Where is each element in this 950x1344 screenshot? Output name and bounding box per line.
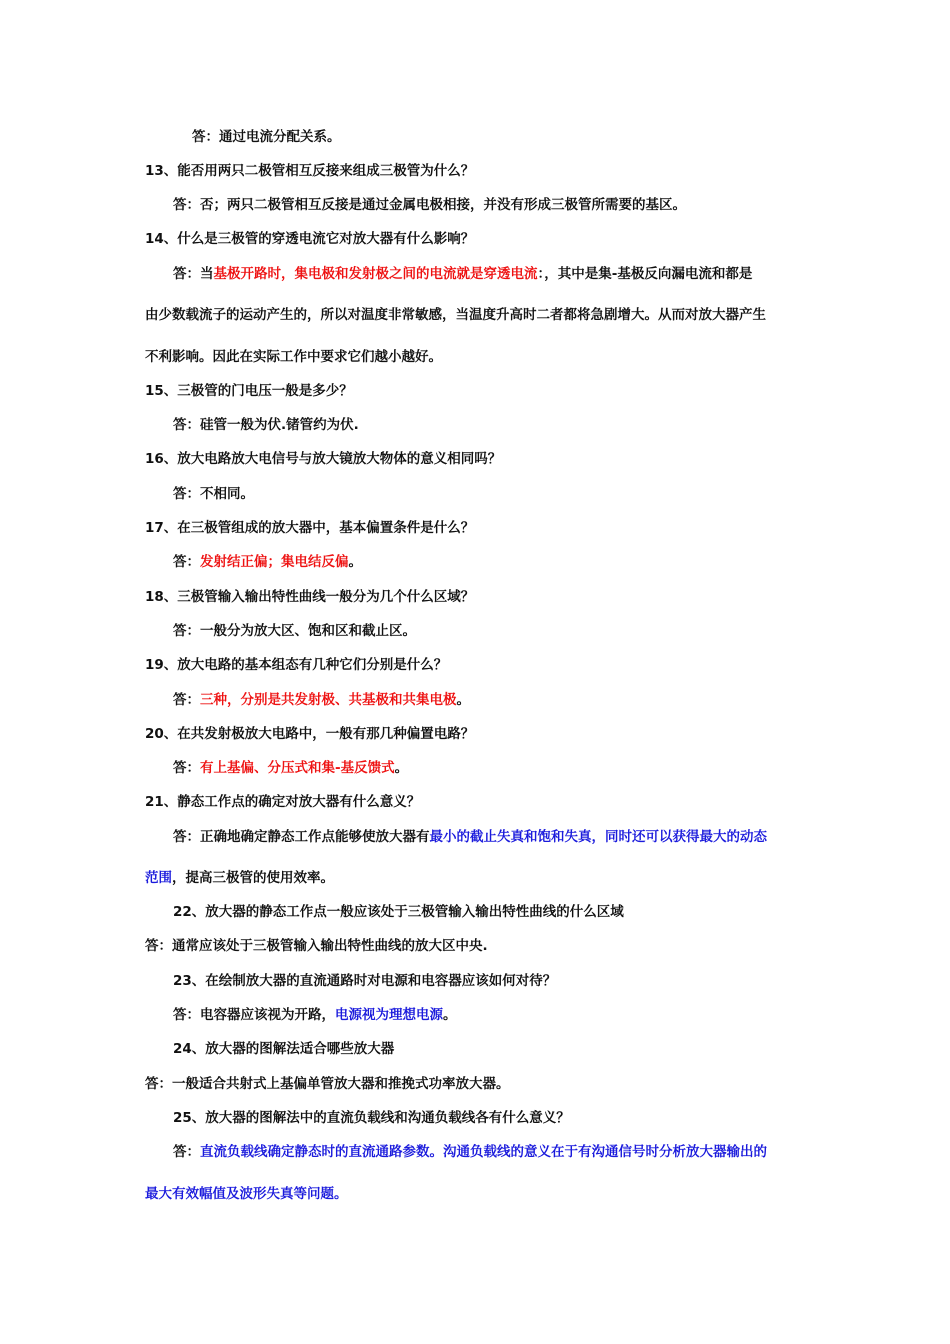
answer-20 [173,759,408,777]
question-21: 21、静态工作点的确定对放大器有什么意义？ [145,794,421,810]
highlight-red: 发射结正偏；集电结反偏 [200,554,349,570]
answer-text: 答：电容器应该视为开路， [173,1007,335,1023]
answer-23 [173,1006,457,1024]
question-13: 13、能否用两只二极管相互反接来组成三极管为什么？ [145,163,475,179]
answer-14-line-1 [173,265,752,283]
question-16: 16、放大电路放大电信号与放大镜放大物体的意义相同吗？ [145,451,502,467]
answer-prefix: 答： [173,760,200,776]
answer-text: ，提高三极管的使用效率。 [172,870,334,886]
answer-25-line-2: 最大有效幅值及波形失真等问题。 [145,1186,348,1202]
answer-prefix: 答：当 [173,266,214,282]
answer-text: 。 [394,760,409,776]
question-20: 20、在共发射极放大电路中，一般有那几种偏置电路？ [145,726,475,742]
answer-21-line-2 [145,869,334,887]
highlight-blue: 电源视为理想电源 [335,1007,443,1023]
answer-14-line-2: 由少数载流子的运动产生的，所以对温度非常敏感，当温度升高时二者都将急剧增大。从而对放大器产生 [145,307,766,323]
question-25: 25、放大器的图解法中的直流负载线和沟通负载线各有什么意义？ [173,1110,570,1126]
highlight-blue: 范围 [145,870,172,886]
question-17: 17、在三极管组成的放大器中，基本偏置条件是什么？ [145,520,475,536]
answer-text: 。 [443,1007,457,1023]
question-15: 15、三极管的门电压一般是多少？ [145,383,353,399]
answer-25-line-1 [173,1143,767,1161]
answer-22: 答：通常应该处于三极管输入输出特性曲线的放大区中央. [145,938,488,954]
answer-14-line-3: 不利影响。因此在实际工作中要求它们越小越好。 [145,349,442,365]
highlight-red: 基极开路时，集电极和发射极之间的电流就是穿透电流 [213,266,538,282]
highlight-blue: 直流负载线确定静态时的直流通路参数。沟通负载线的意义在于有沟通信号时分析放大器输出的 [200,1144,767,1160]
answer-18: 答：一般分为放大区、饱和区和截止区。 [173,623,416,639]
question-18: 18、三极管输入输出特性曲线一般分为几个什么区域？ [145,589,475,605]
answer-text: ：，其中是集-基极反向漏电流和都是 [537,266,753,282]
answer-prefix: 答： [173,554,200,570]
highlight-red: 有上基偏、分压式和集-基反馈式 [200,760,395,776]
highlight-blue: 最小的截止失真和饱和失真，同时还可以获得最大的动态 [429,829,767,845]
answer-16: 答：不相同。 [173,486,254,502]
question-22: 22、放大器的静态工作点一般应该处于三极管输入输出特性曲线的什么区域 [173,904,624,920]
answer-21-line-1 [173,828,767,846]
answer-24: 答：一般适合共射式上基偏单管放大器和推挽式功率放大器。 [145,1076,510,1092]
answer-13: 答：否；两只二极管相互反接是通过金属电极相接，并没有形成三极管所需要的基区。 [173,197,686,213]
question-14: 14、什么是三极管的穿透电流它对放大器有什么影响？ [145,231,475,247]
answer-19 [173,691,470,709]
answer-prefix: 答： [173,1144,200,1160]
answer-12: 答：通过电流分配关系。 [192,129,341,145]
answer-text: 。 [348,554,362,570]
answer-text: 。 [456,692,470,708]
highlight-red: 三种，分别是共发射极、共基极和共集电极 [200,692,457,708]
question-19: 19、放大电路的基本组态有几种它们分别是什么？ [145,657,448,673]
question-23: 23、在绘制放大器的直流通路时对电源和电容器应该如何对待？ [173,973,557,989]
question-24: 24、放大器的图解法适合哪些放大器 [173,1041,395,1057]
answer-15: 答：硅管一般为伏.锗管约为伏. [173,417,359,433]
answer-prefix: 答： [173,692,200,708]
answer-17 [173,553,362,571]
answer-text: 答：正确地确定静态工作点能够使放大器有 [173,829,430,845]
